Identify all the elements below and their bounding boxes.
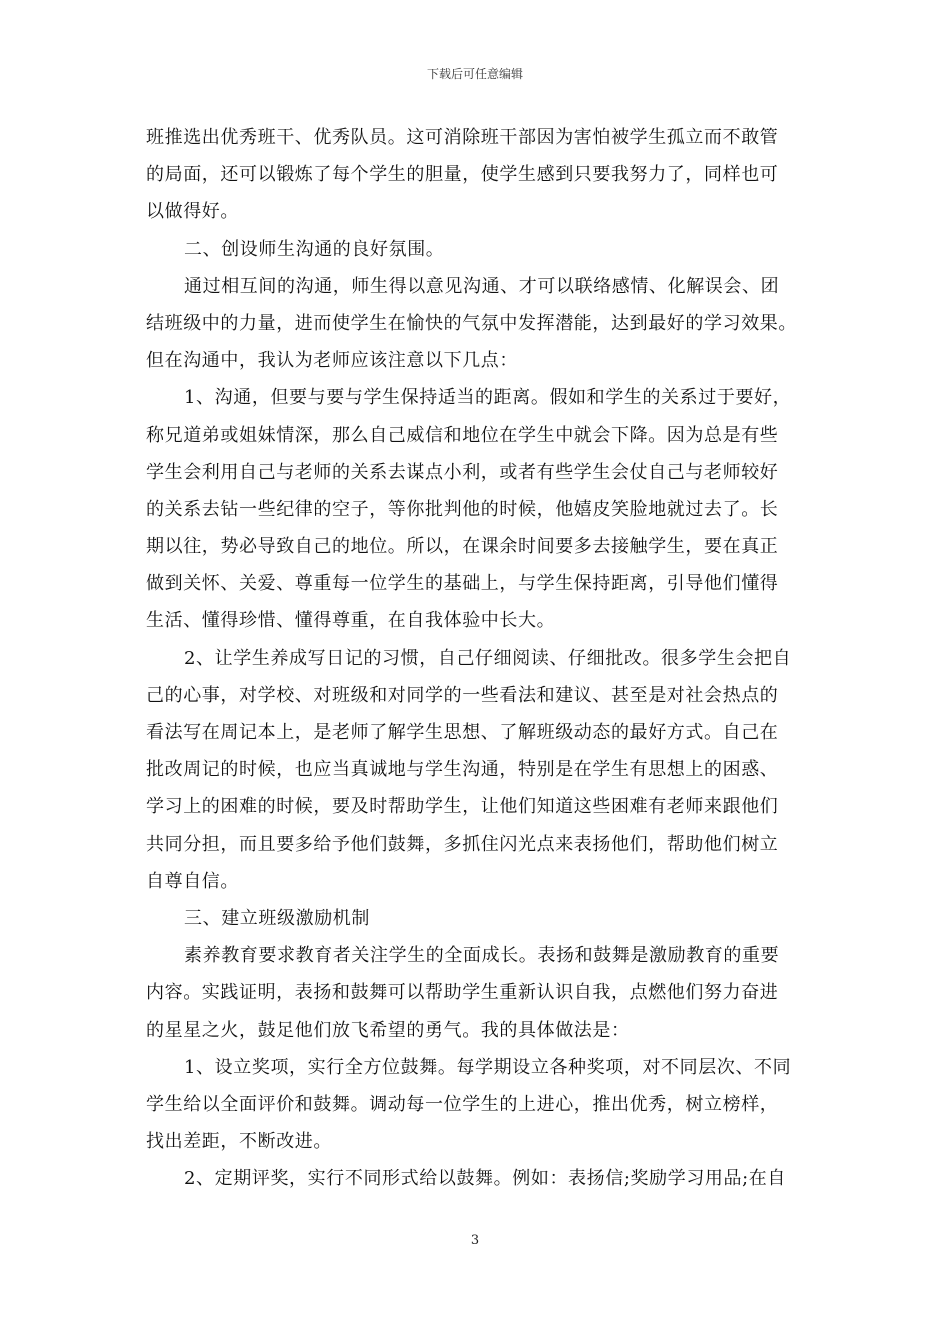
text-line: 批改周记的时候，也应当真诚地与学生沟通，特别是在学生有思想上的困惑、 [146,759,779,781]
text-line: 学生给以全面评价和鼓舞。调动每一位学生的上进心，推出优秀，树立榜样， [146,1093,779,1115]
text-line: 的局面，还可以锻炼了每个学生的胆量，使学生感到只要我努力了，同样也可 [146,164,779,186]
text-line: 内容。实践证明，表扬和鼓舞可以帮助学生重新认识自我，点燃他们努力奋进 [146,982,779,1004]
section-heading: 三、建立班级激励机制 [184,907,370,929]
text-line: 学生会利用自己与老师的关系去谋点小利，或者有些学生会仗自己与老师较好 [146,461,779,483]
text-line: 看法写在周记本上，是老师了解学生思想、了解班级动态的最好方式。自己在 [146,722,779,743]
text-line: 结班级中的力量，进而使学生在愉快的气氛中发挥潜能，达到最好的学习效果。 [146,312,797,334]
text-line: 的关系去钻一些纪律的空子，等你批判他的时候，他嬉皮笑脸地就过去了。长 [146,498,779,520]
page-header: 下载后可任意编辑 [426,67,523,81]
text-line: 以做得好。 [146,201,239,223]
text-line: 己的心事，对学校、对班级和对同学的一些看法和建议、甚至是对社会热点的 [146,684,779,706]
list-item: 2、定期评奖，实行不同形式给以鼓舞。例如：表扬信;奖励学习用品;在自 [184,1168,786,1190]
text-line: 素养教育要求教育者关注学生的全面成长。表扬和鼓舞是激励教育的重要 [184,945,780,967]
section-heading: 二、创设师生沟通的良好氛围。 [184,238,445,260]
text-line: 找出差距，不断改进。 [146,1131,332,1153]
text-line: 称兄道弟或姐妹情深，那么自己威信和地位在学生中就会下降。因为总是有些 [146,424,779,446]
text-line: 生活、懂得珍惜、懂得尊重，在自我体验中长大。 [146,610,556,632]
document-body [146,119,806,1197]
text-line: 但在沟通中，我认为老师应该注意以下几点： [146,350,518,372]
text-line: 共同分担，而且要多给予他们鼓舞，多抓住闪光点来表扬他们，帮助他们树立 [146,833,779,855]
text-line: 期以往，势必导致自己的地位。所以，在课余时间要多去接触学生，要在真正 [146,536,779,558]
list-item: 1、设立奖项，实行全方位鼓舞。每学期设立各种奖项，对不同层次、不同 [184,1056,792,1078]
text-line: 做到关怀、关爱、尊重每一位学生的基础上，与学生保持距离，引导他们懂得 [146,573,779,595]
page-number: 3 [470,1233,480,1248]
text-line: 通过相互间的沟通，师生得以意见沟通、才可以联络感情、化解误会、团 [184,275,780,297]
list-item: 2、让学生养成写日记的习惯，自己仔细阅读、仔细批改。很多学生会把自 [184,647,792,669]
text-line: 学习上的困难的时候，要及时帮助学生，让他们知道这些困难有老师来跟他们 [146,796,779,818]
text-line: 班推选出优秀班干、优秀队员。这可消除班干部因为害怕被学生孤立而不敢管 [146,127,779,148]
text-line: 的星星之火，鼓足他们放飞希望的勇气。我的具体做法是： [146,1019,630,1041]
text-line: 自尊自信。 [146,870,239,892]
list-item: 1、沟通，但要与要与学生保持适当的距离。假如和学生的关系过于要好， [184,387,792,409]
